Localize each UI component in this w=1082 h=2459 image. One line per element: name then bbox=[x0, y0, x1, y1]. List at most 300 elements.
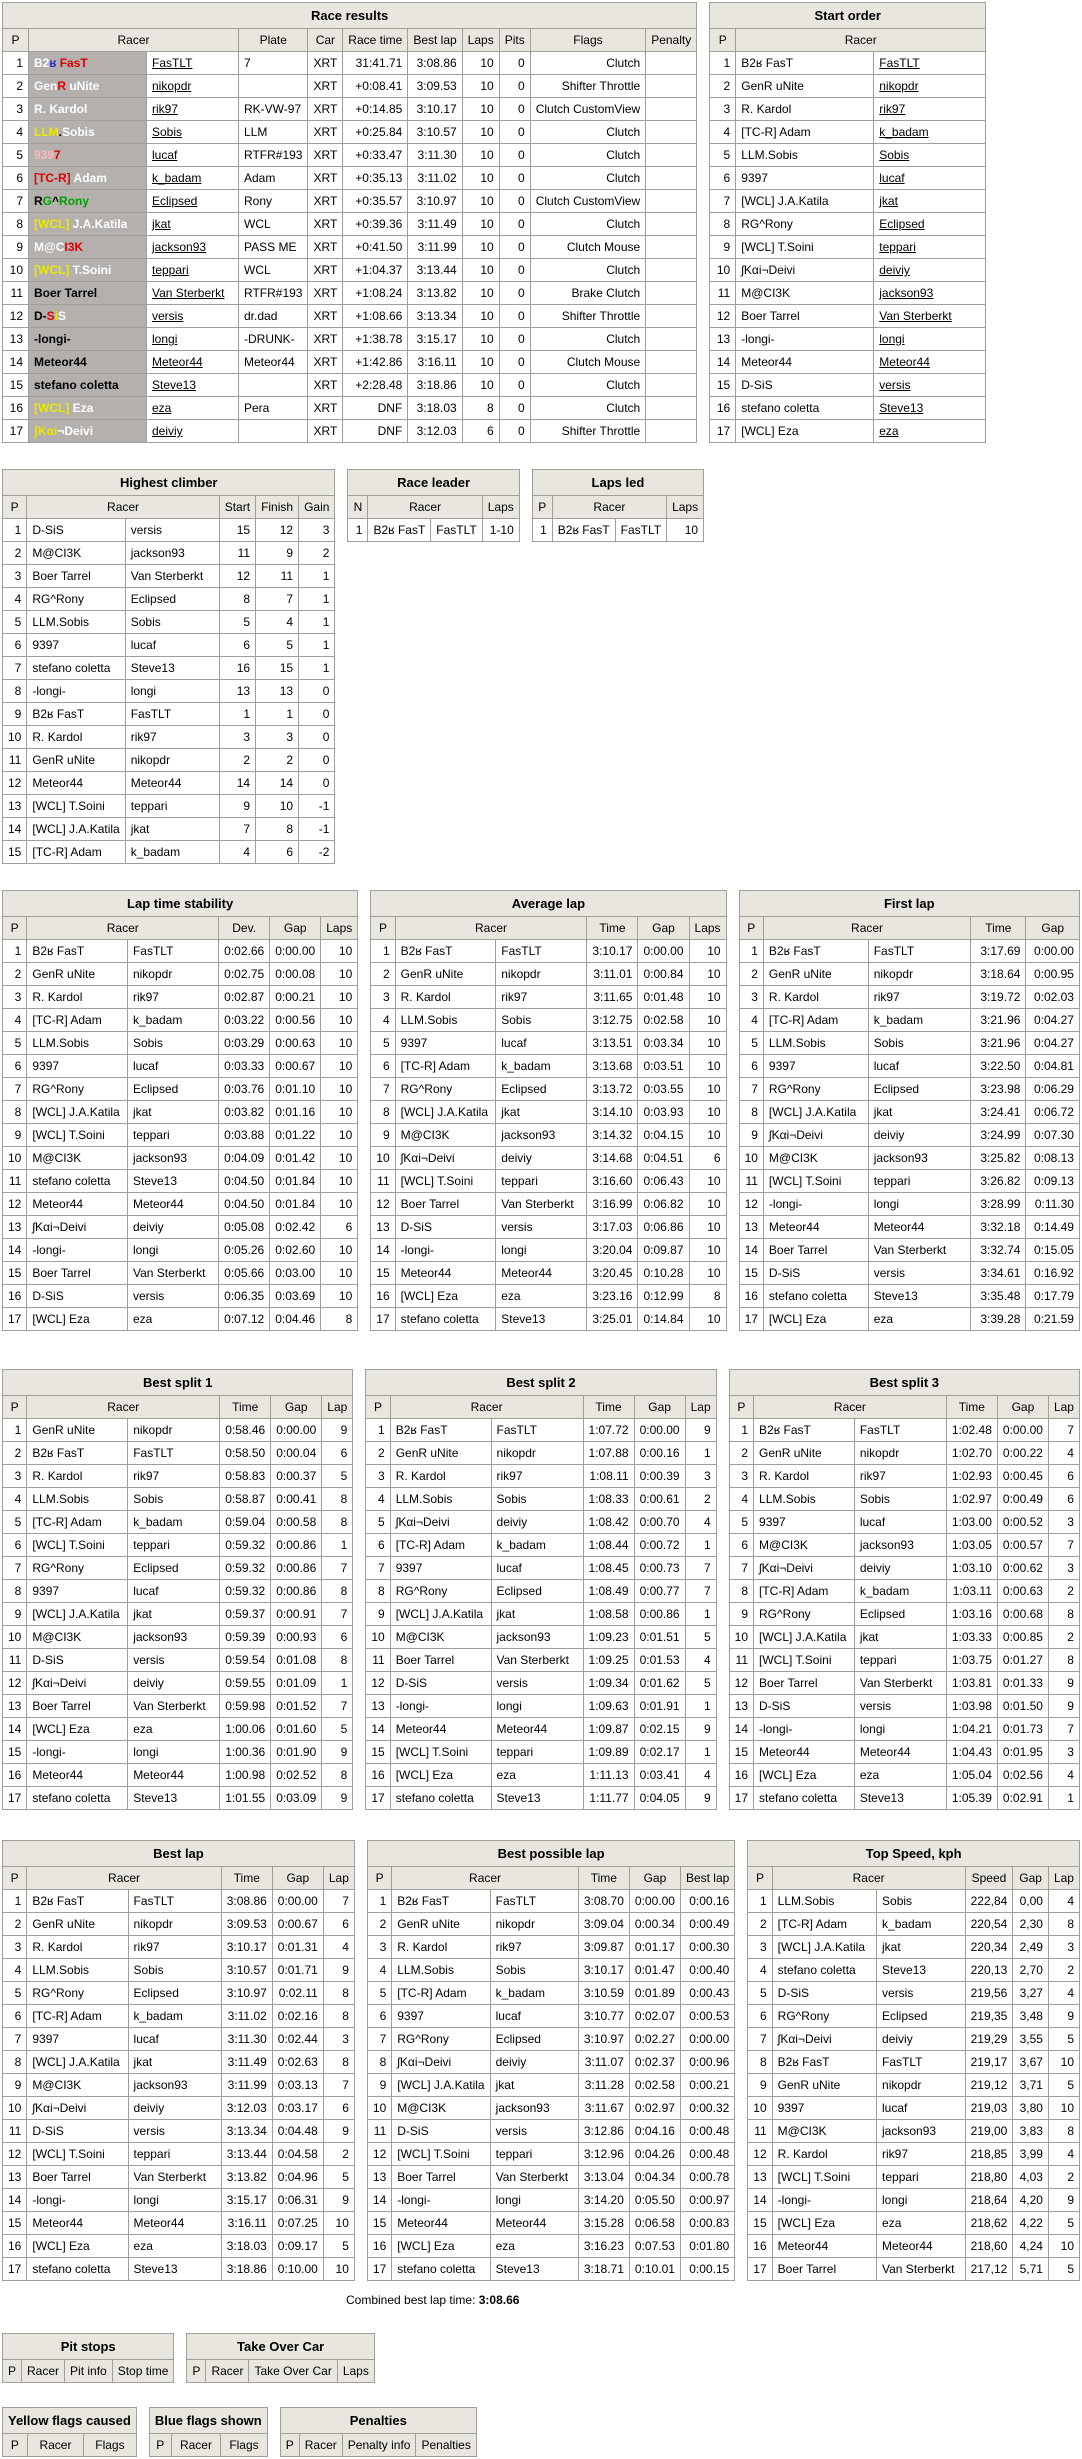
racer-name: M@CI3K bbox=[763, 1147, 868, 1170]
value-cell: 0:59.32 bbox=[220, 1580, 271, 1603]
value-cell: 3:14.10 bbox=[587, 1101, 638, 1124]
position-cell: 7 bbox=[366, 1557, 390, 1580]
value-cell: 0:02.42 bbox=[270, 1216, 321, 1239]
value-cell: 4,24 bbox=[1013, 2235, 1049, 2258]
table-title: Top Speed, kph bbox=[748, 1841, 1080, 1867]
racer-name bbox=[29, 98, 147, 121]
table-row bbox=[3, 144, 697, 167]
value-cell: 31:41.71 bbox=[343, 52, 408, 75]
value-cell: 8 bbox=[1048, 1649, 1079, 1672]
yellow-flags-table bbox=[2, 2407, 137, 2457]
value-cell: 10 bbox=[689, 1009, 726, 1032]
value-cell: 13 bbox=[256, 680, 299, 703]
racer-username: versis bbox=[491, 1672, 583, 1695]
position-cell: 10 bbox=[3, 2097, 27, 2120]
value-cell: LLM bbox=[239, 121, 308, 144]
racer-name: LLM.Sobis bbox=[27, 1959, 128, 1982]
value-cell: 0:02.60 bbox=[270, 1239, 321, 1262]
value-cell: 0:00.63 bbox=[270, 1032, 321, 1055]
value-cell: 9 bbox=[1048, 2005, 1079, 2028]
racer-username: Van Sterberkt bbox=[490, 2166, 578, 2189]
racer-username: Sobis bbox=[877, 1890, 966, 1913]
value-cell: 3:13.44 bbox=[221, 2143, 272, 2166]
racer-link[interactable]: eza bbox=[152, 401, 172, 415]
value-cell: 7 bbox=[322, 1603, 353, 1626]
position-cell: 15 bbox=[3, 374, 29, 397]
value-cell: 0:06.58 bbox=[629, 2212, 680, 2235]
value-cell: 0:00.00 bbox=[638, 940, 689, 963]
racer-username: Sobis bbox=[491, 1488, 583, 1511]
race-leader-table bbox=[347, 469, 519, 542]
position-cell: 5 bbox=[3, 1982, 27, 2005]
value-cell: 8 bbox=[323, 2005, 354, 2028]
value-cell: 0 bbox=[499, 52, 530, 75]
table-row bbox=[371, 1193, 726, 1216]
racer-username: versis bbox=[128, 2120, 221, 2143]
value-cell: 0:03.29 bbox=[219, 1032, 270, 1055]
value-cell: 16 bbox=[219, 657, 255, 680]
column-header: Gap bbox=[270, 917, 321, 940]
racer-username: teppari bbox=[491, 1741, 583, 1764]
value-cell: 1:08.58 bbox=[583, 1603, 634, 1626]
value-cell: 10 bbox=[321, 1239, 358, 1262]
position-cell: 10 bbox=[729, 1626, 753, 1649]
column-header: Laps bbox=[337, 2360, 374, 2383]
blue-flags-table bbox=[149, 2407, 268, 2457]
value-cell: 0:00.83 bbox=[680, 2212, 734, 2235]
value-cell: dr.dad bbox=[239, 305, 308, 328]
position-cell: 3 bbox=[366, 1465, 390, 1488]
value-cell: 15 bbox=[219, 519, 255, 542]
racer-name: Meteor44 bbox=[392, 2212, 490, 2235]
racer-link[interactable]: Steve13 bbox=[879, 401, 924, 415]
position-cell: 8 bbox=[3, 2051, 27, 2074]
position-cell: 17 bbox=[729, 1787, 753, 1810]
best-split-3-table bbox=[729, 1369, 1080, 1810]
racer-username bbox=[147, 259, 239, 282]
value-cell: 0:01.16 bbox=[270, 1101, 321, 1124]
racer-link[interactable]: lucaf bbox=[152, 148, 178, 162]
value-cell: 0:04.27 bbox=[1026, 1009, 1080, 1032]
racer-link[interactable]: deiviy bbox=[879, 263, 910, 277]
value-cell: 3:13.04 bbox=[578, 2166, 629, 2189]
value-cell bbox=[646, 420, 697, 443]
column-header: P bbox=[532, 496, 552, 519]
value-cell: 10 bbox=[689, 986, 726, 1009]
position-cell: 5 bbox=[367, 1982, 391, 2005]
value-cell: 3:10.57 bbox=[221, 1959, 272, 1982]
racer-name-part: S bbox=[46, 309, 55, 323]
racer-name: GenR uNite bbox=[392, 1913, 490, 1936]
value-cell: 0:02.44 bbox=[272, 2028, 323, 2051]
table-row bbox=[366, 1741, 716, 1764]
value-cell: 1 bbox=[685, 1442, 716, 1465]
value-cell: XRT bbox=[308, 420, 343, 443]
value-cell: 1 bbox=[299, 611, 335, 634]
racer-name: LLM.Sobis bbox=[736, 144, 874, 167]
racer-name: [WCL] J.A.Katila bbox=[763, 1101, 868, 1124]
racer-link[interactable]: k_badam bbox=[879, 125, 929, 139]
value-cell: 1 bbox=[299, 565, 335, 588]
position-cell: 14 bbox=[748, 2189, 772, 2212]
racer-link[interactable]: versis bbox=[879, 378, 911, 392]
racer-name: 9397 bbox=[736, 167, 874, 190]
table-row bbox=[748, 2074, 1080, 2097]
value-cell: 5 bbox=[256, 634, 299, 657]
table-row bbox=[748, 2120, 1080, 2143]
value-cell: 0:02.03 bbox=[1026, 986, 1080, 1009]
racer-name: GenR uNite bbox=[395, 963, 496, 986]
table-row bbox=[739, 1009, 1079, 1032]
racer-username bbox=[147, 213, 239, 236]
position-cell: 11 bbox=[739, 1170, 763, 1193]
racer-name: Meteor44 bbox=[27, 772, 125, 795]
table-row bbox=[3, 236, 697, 259]
value-cell: 5 bbox=[322, 1465, 353, 1488]
value-cell: 0:59.98 bbox=[220, 1695, 271, 1718]
value-cell: 1:02.93 bbox=[946, 1465, 997, 1488]
racer-username: rik97 bbox=[125, 726, 219, 749]
racer-link[interactable]: Van Sterberkt bbox=[152, 286, 225, 300]
position-cell: 15 bbox=[367, 2212, 391, 2235]
value-cell: 7 bbox=[322, 1695, 353, 1718]
column-header: Racer bbox=[395, 917, 587, 940]
value-cell: 0:04.27 bbox=[1026, 1032, 1080, 1055]
value-cell: 0:02.75 bbox=[219, 963, 270, 986]
value-cell: 3:39.28 bbox=[971, 1308, 1026, 1331]
column-header: Gap bbox=[1013, 1867, 1049, 1890]
value-cell: 7 bbox=[1048, 1419, 1079, 1442]
value-cell: 0:00.49 bbox=[997, 1488, 1048, 1511]
position-cell: 6 bbox=[3, 167, 29, 190]
value-cell: 10 bbox=[462, 98, 499, 121]
racer-username: FasTLT bbox=[125, 703, 219, 726]
value-cell: 0:01.42 bbox=[270, 1147, 321, 1170]
racer-name: R. Kardol bbox=[27, 1936, 128, 1959]
value-cell: 0:07.12 bbox=[219, 1308, 270, 1331]
table-row bbox=[3, 1890, 355, 1913]
value-cell: 0:00.86 bbox=[271, 1534, 322, 1557]
flags-cell: Brake Clutch bbox=[530, 282, 645, 305]
racer-username: Eclipsed bbox=[868, 1078, 970, 1101]
value-cell: 0 bbox=[299, 680, 335, 703]
table-row bbox=[367, 2212, 734, 2235]
position-cell: 13 bbox=[367, 2166, 391, 2189]
racer-username: teppari bbox=[127, 1124, 218, 1147]
racer-link[interactable]: Sobis bbox=[879, 148, 910, 162]
value-cell: 3:11.99 bbox=[408, 236, 462, 259]
racer-name: Boer Tarrel bbox=[27, 1695, 128, 1718]
racer-name: [TC-R] Adam bbox=[390, 1534, 491, 1557]
racer-name: [TC-R] Adam bbox=[395, 1055, 496, 1078]
value-cell: 4,03 bbox=[1013, 2166, 1049, 2189]
racer-link[interactable]: Meteor44 bbox=[152, 355, 203, 369]
value-cell: 10 bbox=[462, 328, 499, 351]
racer-link[interactable]: Steve13 bbox=[152, 378, 197, 392]
racer-username: eza bbox=[854, 1764, 946, 1787]
value-cell: 5 bbox=[1048, 2212, 1079, 2235]
racer-name: [WCL] Eza bbox=[27, 1718, 128, 1741]
racer-name: stefano coletta bbox=[736, 397, 874, 420]
table-row bbox=[3, 1936, 355, 1959]
racer-link[interactable]: FasTLT bbox=[879, 56, 920, 70]
value-cell: +1:08.66 bbox=[343, 305, 408, 328]
value-cell: 0:01.22 bbox=[270, 1124, 321, 1147]
racer-name: B2ʁ FasT bbox=[27, 940, 128, 963]
value-cell: 3:11.49 bbox=[221, 2051, 272, 2074]
value-cell: 10 bbox=[256, 795, 299, 818]
table-row bbox=[739, 1262, 1079, 1285]
value-cell: 0:00.84 bbox=[638, 963, 689, 986]
value-cell: -1 bbox=[299, 795, 335, 818]
racer-username: deiviy bbox=[877, 2028, 966, 2051]
racer-link[interactable]: eza bbox=[879, 424, 899, 438]
value-cell: 0:01.51 bbox=[634, 1626, 685, 1649]
value-cell: XRT bbox=[308, 236, 343, 259]
racer-username bbox=[874, 144, 986, 167]
value-cell: 8 bbox=[322, 1511, 353, 1534]
take-over-car-table bbox=[186, 2333, 374, 2383]
racer-link[interactable]: jkat bbox=[152, 217, 171, 231]
value-cell: 3:32.74 bbox=[971, 1239, 1026, 1262]
position-cell: 1 bbox=[3, 519, 27, 542]
table-row bbox=[3, 282, 697, 305]
racer-link[interactable]: teppari bbox=[152, 263, 189, 277]
racer-link[interactable]: jackson93 bbox=[152, 240, 207, 254]
table-row bbox=[371, 1147, 726, 1170]
racer-name-part: Adam bbox=[70, 171, 107, 185]
racer-name: GenR uNite bbox=[27, 963, 128, 986]
racer-name: D-SiS bbox=[754, 1695, 855, 1718]
table-row bbox=[3, 1603, 353, 1626]
value-cell: 0:01.27 bbox=[997, 1649, 1048, 1672]
value-cell: 5 bbox=[323, 2235, 354, 2258]
position-cell: 10 bbox=[710, 259, 736, 282]
value-cell: RK-VW-97 bbox=[239, 98, 308, 121]
value-cell: 0:02.66 bbox=[219, 940, 270, 963]
value-cell: 3:10.17 bbox=[408, 98, 462, 121]
value-cell: 0:04.96 bbox=[272, 2166, 323, 2189]
value-cell: 3:12.03 bbox=[408, 420, 462, 443]
racer-name-part: . bbox=[58, 125, 62, 139]
racer-link[interactable]: longi bbox=[152, 332, 178, 346]
value-cell: 219,56 bbox=[965, 1982, 1013, 2005]
racer-name: -longi- bbox=[754, 1718, 855, 1741]
column-header: P bbox=[710, 29, 736, 52]
racer-username: longi bbox=[128, 1741, 220, 1764]
racer-username: Eclipsed bbox=[854, 1603, 946, 1626]
value-cell: 222,84 bbox=[965, 1890, 1013, 1913]
racer-username: lucaf bbox=[128, 2028, 221, 2051]
racer-link[interactable]: Sobis bbox=[152, 125, 183, 139]
racer-link[interactable]: Eclipsed bbox=[879, 217, 925, 231]
position-cell: 15 bbox=[3, 841, 27, 864]
column-header: Time bbox=[583, 1396, 634, 1419]
racer-link[interactable]: jackson93 bbox=[879, 286, 934, 300]
table-row bbox=[3, 52, 697, 75]
column-header: Dev. bbox=[219, 917, 270, 940]
position-cell: 5 bbox=[729, 1511, 753, 1534]
racer-name: GenR uNite bbox=[772, 2074, 876, 2097]
value-cell bbox=[239, 420, 308, 443]
racer-link[interactable]: Eclipsed bbox=[152, 194, 198, 208]
table-row bbox=[729, 1488, 1079, 1511]
value-cell bbox=[239, 75, 308, 98]
position-cell: 4 bbox=[3, 1009, 27, 1032]
value-cell: 0:00.43 bbox=[680, 1982, 734, 2005]
racer-name: R. Kardol bbox=[754, 1465, 855, 1488]
racer-username bbox=[874, 351, 986, 374]
value-cell: 5 bbox=[322, 1718, 353, 1741]
value-cell: 3:14.68 bbox=[587, 1147, 638, 1170]
racer-link[interactable]: teppari bbox=[879, 240, 916, 254]
value-cell: 3:16.60 bbox=[587, 1170, 638, 1193]
racer-link[interactable]: Van Sterberkt bbox=[879, 309, 952, 323]
racer-link[interactable]: deiviy bbox=[152, 424, 183, 438]
average-lap-table bbox=[370, 890, 726, 1331]
racer-name-part: R bbox=[57, 79, 67, 93]
racer-username: lucaf bbox=[854, 1511, 946, 1534]
value-cell: 7 bbox=[1048, 1534, 1079, 1557]
racer-username: FasTLT bbox=[868, 940, 970, 963]
value-cell: 1:08.45 bbox=[583, 1557, 634, 1580]
racer-name: D-SiS bbox=[736, 374, 874, 397]
racer-link[interactable]: nikopdr bbox=[152, 79, 192, 93]
racer-username: Eclipsed bbox=[128, 1557, 220, 1580]
value-cell: 0:00.78 bbox=[680, 2166, 734, 2189]
table-row bbox=[366, 1557, 716, 1580]
value-cell: 9 bbox=[685, 1718, 716, 1741]
racer-name-part: 7 bbox=[54, 148, 61, 162]
position-cell: 4 bbox=[3, 1488, 27, 1511]
value-cell: 3:09.53 bbox=[408, 75, 462, 98]
racer-name bbox=[29, 190, 147, 213]
value-cell: 0,00 bbox=[1013, 1890, 1049, 1913]
value-cell: 1 bbox=[256, 703, 299, 726]
table-row bbox=[729, 1764, 1079, 1787]
value-cell: 10 bbox=[321, 1262, 358, 1285]
racer-name: R. Kardol bbox=[27, 1465, 128, 1488]
racer-username: deiviy bbox=[490, 2051, 578, 2074]
position-cell: 11 bbox=[3, 749, 27, 772]
racer-name-part: [TC-R] bbox=[34, 171, 71, 185]
position-cell: 9 bbox=[748, 2074, 772, 2097]
racer-name: [TC-R] Adam bbox=[27, 841, 125, 864]
value-cell: 0:00.67 bbox=[270, 1055, 321, 1078]
value-cell: 0:01.60 bbox=[271, 1718, 322, 1741]
column-header: Penalties bbox=[416, 2434, 476, 2457]
racer-link[interactable]: rik97 bbox=[152, 102, 179, 116]
table-row bbox=[3, 1124, 358, 1147]
value-cell: 10 bbox=[321, 1055, 358, 1078]
value-cell: 0:59.55 bbox=[220, 1672, 271, 1695]
racer-name bbox=[29, 397, 147, 420]
position-cell: 11 bbox=[710, 282, 736, 305]
racer-link[interactable]: longi bbox=[879, 332, 905, 346]
value-cell: 0:00.67 bbox=[272, 1913, 323, 1936]
table-row bbox=[366, 1511, 716, 1534]
position-cell: 4 bbox=[748, 1959, 772, 1982]
racer-link[interactable]: FasTLT bbox=[152, 56, 193, 70]
racer-name: GenR uNite bbox=[27, 1913, 128, 1936]
racer-username: Van Sterberkt bbox=[868, 1239, 970, 1262]
racer-username: jkat bbox=[854, 1626, 946, 1649]
value-cell: 10 bbox=[689, 940, 726, 963]
value-cell: DNF bbox=[343, 420, 408, 443]
column-header: Lap bbox=[1048, 1396, 1079, 1419]
value-cell: 1:02.97 bbox=[946, 1488, 997, 1511]
racer-link[interactable]: nikopdr bbox=[879, 79, 919, 93]
position-cell: 11 bbox=[729, 1649, 753, 1672]
value-cell: 0:00.96 bbox=[680, 2051, 734, 2074]
column-header: P bbox=[3, 2360, 22, 2383]
racer-link[interactable]: k_badam bbox=[152, 171, 202, 185]
value-cell: 14 bbox=[219, 772, 255, 795]
racer-link[interactable]: versis bbox=[152, 309, 184, 323]
racer-link[interactable]: jkat bbox=[879, 194, 898, 208]
table-row bbox=[366, 1442, 716, 1465]
value-cell: 3:09.87 bbox=[578, 1936, 629, 1959]
column-header: P bbox=[3, 29, 29, 52]
racer-link[interactable]: rik97 bbox=[879, 102, 906, 116]
racer-link[interactable]: Meteor44 bbox=[879, 355, 930, 369]
value-cell: 0:01.52 bbox=[271, 1695, 322, 1718]
racer-name: -longi- bbox=[27, 1741, 128, 1764]
position-cell: 16 bbox=[367, 2235, 391, 2258]
position-cell: 14 bbox=[710, 351, 736, 374]
racer-name-part: LLM bbox=[34, 125, 59, 139]
value-cell bbox=[646, 167, 697, 190]
value-cell: 3:16.11 bbox=[221, 2212, 272, 2235]
column-header: Gap bbox=[997, 1396, 1048, 1419]
column-header: P bbox=[729, 1396, 753, 1419]
racer-name: RG^Rony bbox=[27, 1982, 128, 2005]
racer-username bbox=[147, 374, 239, 397]
value-cell: 0:08.13 bbox=[1026, 1147, 1080, 1170]
value-cell: 9 bbox=[685, 1787, 716, 1810]
racer-username: FasTLT bbox=[877, 2051, 966, 2074]
racer-username: Eclipsed bbox=[127, 1078, 218, 1101]
racer-link[interactable]: lucaf bbox=[879, 171, 905, 185]
value-cell: 0:06.29 bbox=[1026, 1078, 1080, 1101]
table-row bbox=[367, 2258, 734, 2281]
value-cell bbox=[646, 98, 697, 121]
table-title: Best split 2 bbox=[366, 1370, 716, 1396]
table-row bbox=[729, 1626, 1079, 1649]
column-header: Racer bbox=[206, 2360, 249, 2383]
position-cell: 11 bbox=[366, 1649, 390, 1672]
flags-cell: Clutch bbox=[530, 121, 645, 144]
racer-username: eza bbox=[490, 2235, 578, 2258]
table-row bbox=[3, 1032, 358, 1055]
value-cell: 0:00.48 bbox=[680, 2143, 734, 2166]
racer-name bbox=[29, 259, 147, 282]
value-cell: 1:08.49 bbox=[583, 1580, 634, 1603]
table-row bbox=[710, 259, 986, 282]
table-row bbox=[371, 1124, 726, 1147]
value-cell: 0 bbox=[499, 374, 530, 397]
column-header: Time bbox=[221, 1867, 272, 1890]
position-cell: 2 bbox=[3, 1442, 27, 1465]
table-row bbox=[739, 986, 1079, 1009]
value-cell: 0:01.10 bbox=[270, 1078, 321, 1101]
position-cell: 12 bbox=[710, 305, 736, 328]
table-row bbox=[371, 1032, 726, 1055]
racer-name: R. Kardol bbox=[392, 1936, 490, 1959]
table-row bbox=[3, 1465, 353, 1488]
table-row bbox=[3, 2212, 355, 2235]
value-cell: 0:02.52 bbox=[271, 1764, 322, 1787]
